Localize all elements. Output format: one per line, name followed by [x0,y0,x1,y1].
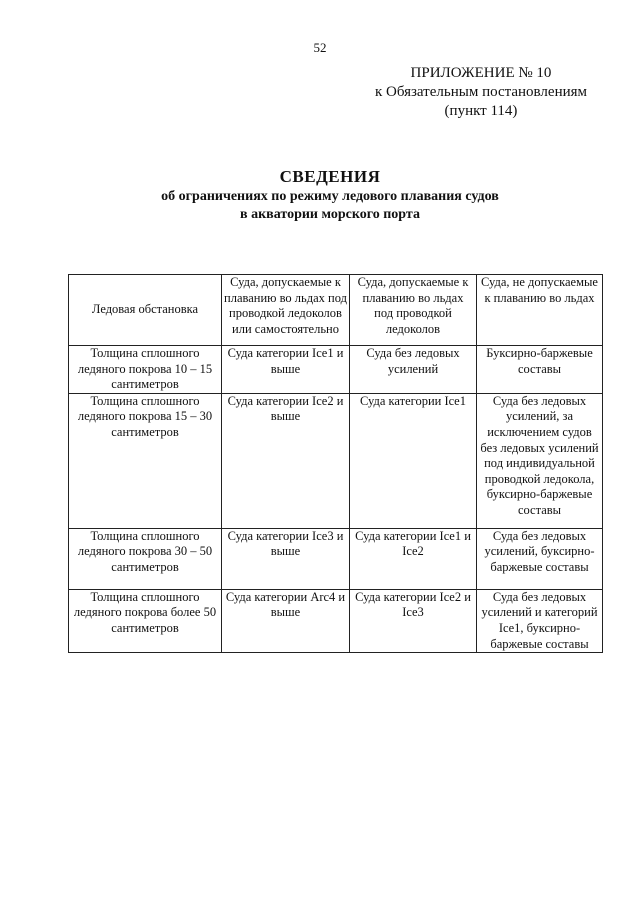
cell-ice-conditions: Толщина сплошного ледяного покрова более 50 сантиметров [69,589,222,652]
table-row [69,528,603,589]
table-row [69,589,603,652]
appendix-block [330,64,632,121]
cell-not-permitted: Суда без ледовых усилений, буксирно-баржевые составы [477,528,603,589]
appendix-clause: (пункт 114) [444,103,518,119]
cell-with-icebreaker: Суда категории Ice1 и Ice2 [350,528,477,589]
column-header-with-icebreaker: Суда, допускаемые к плаванию во льдах под проводкой ледоколов [350,275,477,346]
column-header-ice-conditions: Ледовая обстановка [69,275,222,346]
table-row [69,393,603,528]
ice-restrictions-table [68,274,603,653]
document-title: СВЕДЕНИЯ [279,167,381,186]
document-subtitle-line-1: об ограничениях по режиму ледового плавания судов [161,189,499,204]
cell-with-or-without-icebreaker: Суда категории Ice1 и выше [222,346,350,394]
column-header-with-or-without-icebreaker: Суда, допускаемые к плаванию во льдах под проводкой ледоколов или самостоятельно [222,275,350,346]
cell-ice-conditions: Толщина сплошного ледяного покрова 30 – 50 сантиметров [69,528,222,589]
appendix-reference: к Обязательным постановлениям [374,84,588,100]
cell-with-icebreaker: Суда категории Ice1 [350,393,477,528]
table-header-row [69,275,603,346]
table-row [69,346,603,394]
cell-ice-conditions: Толщина сплошного ледяного покрова 10 – 15 сантиметров [69,346,222,394]
document-heading [0,166,640,224]
cell-with-icebreaker: Суда категории Ice2 и Ice3 [350,589,477,652]
cell-not-permitted: Суда без ледовых усилений и категорий Ice1, буксирно-баржевые составы [477,589,603,652]
page-number: 52 [313,40,327,55]
cell-ice-conditions: Толщина сплошного ледяного покрова 15 – 30 сантиметров [69,393,222,528]
cell-not-permitted: Суда без ледовых усилений, за исключением судов без ледовых усилений под индивидуальной проводкой ледокола, буксирно-баржевые составы [477,393,603,528]
cell-with-or-without-icebreaker: Суда категории Ice2 и выше [222,393,350,528]
cell-with-icebreaker: Суда без ледовых усилений [350,346,477,394]
appendix-title: ПРИЛОЖЕНИЕ № 10 [410,65,552,81]
cell-not-permitted: Буксирно-баржевые составы [477,346,603,394]
cell-with-or-without-icebreaker: Суда категории Arc4 и выше [222,589,350,652]
cell-with-or-without-icebreaker: Суда категории Ice3 и выше [222,528,350,589]
column-header-not-permitted: Суда, не допускаемые к плаванию во льдах [477,275,603,346]
document-subtitle-line-2: в акватории морского порта [240,207,420,222]
